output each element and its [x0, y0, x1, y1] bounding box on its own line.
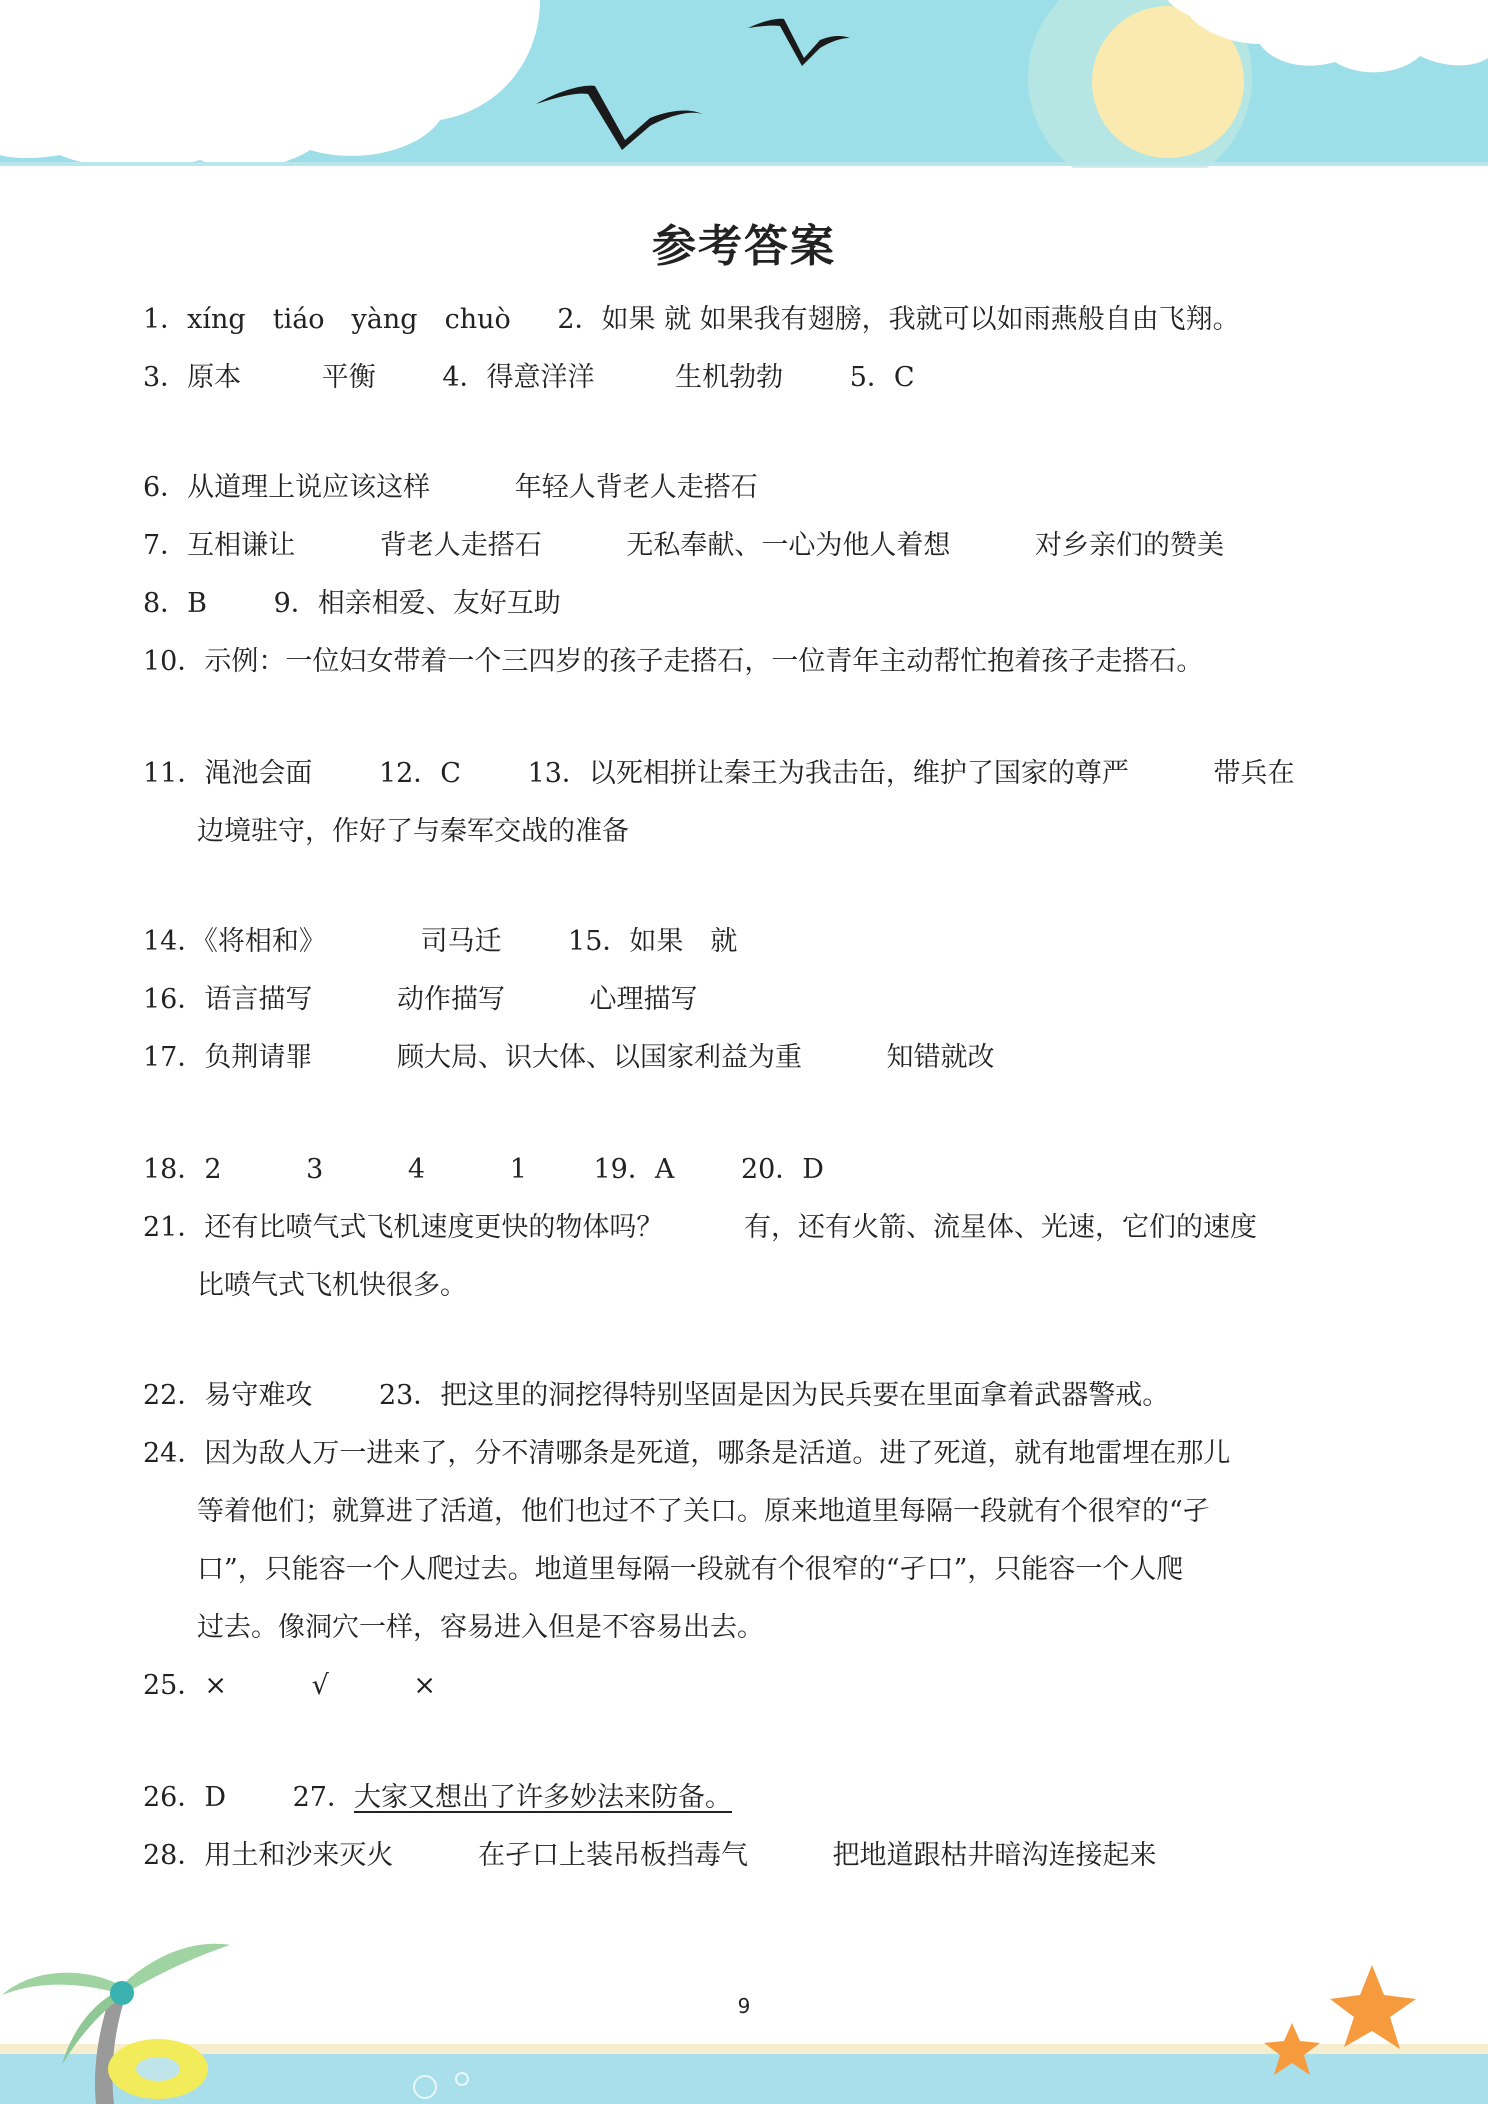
answer-24-cont-1: 等着他们；就算进了活道，他们也过不了关口。原来地道里每隔一段就有个很窄的“孑: [197, 1496, 1210, 1527]
answer-27-text: 大家又想出了许多妙法来防备。: [353, 1782, 732, 1813]
answer-28-a: 28．用土和沙来灭火: [143, 1840, 394, 1871]
answer-line-11: [143, 1038, 995, 1078]
page-number: 9: [737, 1994, 751, 2018]
answer-18-c: 4: [407, 1154, 426, 1185]
answer-line-4: [143, 526, 1224, 566]
answer-28-c: 把地道跟枯井暗沟连接起来: [832, 1840, 1157, 1871]
answer-line-1: [143, 300, 1240, 340]
answer-25-a: 25．×: [143, 1670, 227, 1701]
answer-7-d: 对乡亲们的赞美: [1034, 530, 1224, 561]
answer-line-10: [143, 980, 698, 1020]
answer-17-c: 知错就改: [886, 1042, 995, 1073]
answer-13-cont: 边境驻守，作好了与秦军交战的准备: [197, 816, 629, 847]
answer-10: 10．示例：一位妇女带着一个三四岁的孩子走搭石，一位青年主动帮忙抱着孩子走搭石。: [143, 646, 1204, 677]
answer-26: 26．D: [143, 1782, 227, 1813]
answer-line-6: [143, 642, 1203, 682]
answer-line-3: [143, 468, 758, 508]
answer-line-8: [197, 812, 629, 852]
answer-24-cont-3: 过去。像洞穴一样，容易进入但是不容易出去。: [197, 1612, 764, 1643]
answer-7-c: 无私奉献、一心为他人着想: [626, 530, 951, 561]
answer-line-20: [143, 1666, 436, 1706]
answer-21-b: 有，还有火箭、流星体、光速，它们的速度: [743, 1212, 1257, 1243]
answer-line-16: [143, 1434, 1230, 1474]
sea-band: [0, 2054, 1488, 2104]
answer-4-b: 生机勃勃: [675, 362, 784, 393]
answer-5: 5．C: [849, 362, 915, 393]
answer-7-b: 背老人走搭石: [379, 530, 542, 561]
answer-line-17: [197, 1492, 1210, 1532]
sand-strip: [0, 2044, 1488, 2054]
answer-17-b: 顾大局、识大体、以国家利益为重: [396, 1042, 802, 1073]
answer-line-18: [197, 1550, 1183, 1590]
header-bottom-edge: [0, 162, 1488, 166]
answer-9: 9．相亲相爱、友好互助: [273, 588, 561, 619]
answer-12: 12．C: [378, 758, 461, 789]
answer-3-a: 3．原本: [143, 362, 242, 393]
answer-23: 23．把这里的洞挖得特别坚固是因为民兵要在里面拿着武器警戒。: [378, 1380, 1170, 1411]
answer-7-a: 7．互相谦让: [143, 530, 296, 561]
answer-16-a: 16．语言描写: [143, 984, 313, 1015]
answer-line-2: [143, 358, 915, 398]
answer-27-label: 27．: [292, 1782, 354, 1813]
answer-16-b: 动作描写: [396, 984, 505, 1015]
answer-3-b: 平衡: [321, 362, 376, 393]
answer-line-13: [143, 1208, 1257, 1248]
answer-28-b: 在孑口上装吊板挡毒气: [477, 1840, 748, 1871]
answer-21-a: 21．还有比喷气式飞机速度更快的物体吗？: [143, 1212, 664, 1243]
answer-6-b: 年轻人背老人走搭石: [514, 472, 758, 503]
header-banner: [0, 0, 1488, 168]
answer-18-b: 3: [306, 1154, 324, 1185]
answer-16-c: 心理描写: [589, 984, 698, 1015]
answer-11: 11．渑池会面: [143, 758, 313, 789]
palm-leaf-right: [122, 1944, 230, 1993]
palm-leaf-left: [2, 1973, 120, 1995]
answer-line-15: [143, 1376, 1169, 1416]
answer-21-cont: 比喷气式飞机快很多。: [197, 1270, 467, 1301]
answer-13-b: 带兵在: [1213, 758, 1295, 789]
starfish-large: [1330, 1965, 1416, 2049]
answer-6-a: 6．从道理上说应该这样: [143, 472, 431, 503]
coconut: [110, 1981, 134, 2005]
page-title: 参考答案: [652, 221, 836, 272]
answer-line-21: [143, 1778, 732, 1818]
answer-24: 24．因为敌人万一进来了，分不清哪条是死道，哪条是活道。进了死道，就有地雷埋在那儿: [143, 1438, 1231, 1469]
answer-13-a: 13．以死相拼让秦王为我击缶，维护了国家的尊严: [527, 758, 1129, 789]
answer-2: 2．如果 就 如果我有翅膀，我就可以如雨燕般自由飞翔。: [557, 304, 1240, 335]
answer-line-5: [143, 584, 561, 624]
answer-15: 15．如果 就: [568, 926, 738, 957]
answer-line-14: [197, 1266, 467, 1306]
answer-18-d: 1: [509, 1154, 527, 1185]
answer-4-a: 4．得意洋洋: [442, 362, 595, 393]
answer-line-12: [143, 1150, 824, 1190]
answer-25-b: √: [311, 1670, 329, 1701]
answer-1-pinyin: 1．xíng tiáo yàng chuò: [143, 304, 511, 335]
answer-14-b: 司马迁: [420, 926, 502, 957]
answer-14-a: 14．《将相和》: [143, 926, 326, 957]
answer-8: 8．B: [143, 588, 208, 619]
answer-25-c: ×: [413, 1670, 437, 1701]
answer-24-cont-2: 口”，只能容一个人爬过去。地道里每隔一段就有个很窄的“孑口”，只能容一个人爬: [197, 1554, 1184, 1585]
float-ring-hole: [136, 2057, 180, 2081]
answer-line-22: [143, 1836, 1157, 1876]
answer-18-a: 18．2: [143, 1154, 222, 1185]
answer-line-9: [143, 922, 737, 962]
answer-22: 22．易守难攻: [143, 1380, 313, 1411]
answer-line-7: [143, 754, 1295, 794]
answer-20: 20．D: [740, 1154, 824, 1185]
footer-banner: [0, 1895, 1488, 2104]
answer-19: 19．A: [593, 1154, 675, 1185]
answer-line-19: [197, 1608, 764, 1648]
answer-17-a: 17．负荆请罪: [143, 1042, 313, 1073]
